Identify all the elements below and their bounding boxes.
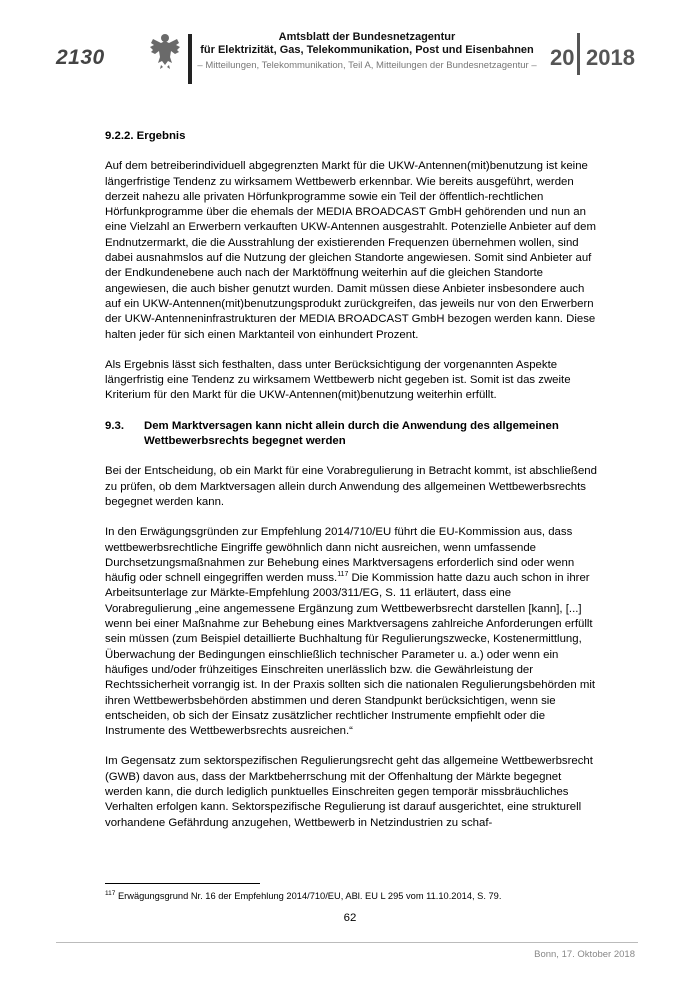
section-title: Dem Marktversagen kann nicht allein durch die Anwendung des allgemeinen Wettbewerbsrechts begegnet werden (144, 419, 559, 448)
issue-year: 2018 (586, 45, 635, 70)
federal-eagle-icon (150, 31, 180, 69)
footnote-divider (105, 883, 260, 884)
section-heading-9-2-2: 9.2.2. Ergebnis (105, 130, 186, 142)
paragraph-text: In den Erwägungsgründen zur Empfehlung 2014/710/EU führt die EU-Kommission aus, dass wettbewerbsrechtliche Eingriffe gewöhnlich dann nicht ausreichen, wenn umfassende Durchsetzungsmaßnahmen zur Behebung eines Marktversagens erforderlich sind oder wenn häufig oder schnell eingegriffen werden muss. (105, 526, 575, 585)
header-page-number: 2130 (56, 46, 105, 69)
header-subtitle: – Mitteilungen, Telekommunikation, Teil A, Mitteilungen der Bundesnetzagentur – (197, 60, 537, 71)
header-title-line2: für Elektrizität, Gas, Telekommunikation, Post und Eisenbahnen (200, 44, 534, 56)
issue-number: 20 (550, 45, 575, 70)
main-content (105, 129, 597, 846)
footnote-number: 117 (105, 890, 116, 897)
issue-divider-bar (577, 33, 580, 75)
page-number: 62 (343, 912, 357, 924)
footer-date: Bonn, 17. Oktober 2018 (534, 949, 635, 960)
paragraph: Als Ergebnis lässt sich festhalten, dass unter Berücksichtigung der vorgenannten Aspekte längerfristig eine Tendenz zu wirksamem Wettbewerb nicht gegeben ist. Somit ist das zweite Kriterium für den Markt für die UKW-Antennen(mit)benutzung weiterhin erfüllt. (105, 358, 571, 402)
header-title-line1: Amtsblatt der Bundesnetzagentur (278, 31, 456, 43)
footnote-reference[interactable]: 117 (337, 571, 349, 579)
paragraph-text: Die Kommission hatte dazu auch schon in ihrer Arbeitsunterlage zur Märkte-Empfehlung 2003/311/EG, S. 11 erläutert, dass eine Vorabregulierung „eine angemessene Ergänzung zum Wettbewerbsrecht darstellen [kann], [...] wenn bei einer Maßnahme zur Behebung eines Marktversagens zahlreiche Anforderungen erfüllt sein müssen (zum Beispiel detaillierte Buchhaltung für Regulierungszwecke, Kostenermittlung, Überwachung der Bedingungen einschließlich technischer Parameter u. a.) oder wenn ein häufiges und/oder frühzeitiges Einschreiten unerlässlich bzw. die Gewährleistung der Rechtssicherheit vorrangig ist. In der Praxis sollten sich die nationalen Regulierungsbehörden mit ihren Wettbewerbsbehörden abstimmen und deren Standpunkt berücksichtigen, wenn sie entscheiden, ob sich der Einsatz zusätzlicher rechtlicher Instrumente empfiehlt oder die Instrumente des Wettbewerbsrechts ausreichen.“ (105, 572, 596, 738)
footnote-text: Erwägungsgrund Nr. 16 der Empfehlung 2014/710/EU, ABl. EU L 295 vom 11.10.2014, S. 79. (115, 891, 502, 902)
footer-divider (56, 942, 638, 943)
header-divider-bar (188, 34, 192, 84)
paragraph: Auf dem betreiberindividuell abgegrenzten Markt für die UKW-Antennen(mit)benutzung ist keine längerfristige Tendenz zu wirksamem Wettbewerb erkennbar. Wie bereits ausgeführt, werden derzeit nahezu alle privaten Hörfunkprogramme sowie ein Teil der öffentlich-rechtlichen Hörfunkprogramme über die ehemals der MEDIA BROADCAST GmbH gehörenden und nun an eine Vielzahl an Erwerbern verkauften UKW-Antennen ausgestrahlt. Potenzielle Anbieter auf dem Endnutzermarkt, die die Ausstrahlung der existierenden Frequenzen übernehmen wollen, sind dabei ausnahmslos auf die Nutzung der gleichen Standorte angewiesen. Somit sind Anbieter auf der Endkundenebene auch nach der Marktöffnung weiterhin auf die gleichen Standorte angewiesen, die auch bisher genutzt wurden. Damit müssen diese Anbieter insbesondere auch auf ein UKW-Antennen(mit)benutzungsprodukt zurückgreifen, das jeweils nur von den Erwerbern der UKW-Antenneninfrastrukturen der MEDIA BROADCAST GmbH bezogen werden kann. Diese halten jeder für sich einen Marktanteil von einhundert Prozent. (105, 160, 596, 341)
section-number: 9.3. (105, 419, 124, 432)
footnote (105, 888, 605, 902)
paragraph: Im Gegensatz zum sektorspezifischen Regulierungsrecht geht das allgemeine Wettbewerbsrecht (GWB) davon aus, dass der Marktbeherrschung mit der Offenhaltung der Märkte begegnet werden kann, die durch lediglich punktuelles Einschreiten gegen temporär missbräuchliches Verhalten erfolgen kann. Sektorspezifische Regulierung ist darauf ausgerichtet, eine strukturell vorhandene Gefährdung anzugehen, Wettbewerb in Netzindustrien zu schaf- (105, 755, 593, 829)
header-title (200, 31, 534, 57)
section-heading-9-3 (105, 419, 597, 450)
paragraph (105, 525, 597, 739)
paragraph: Bei der Entscheidung, ob ein Markt für eine Vorabregulierung in Betracht kommt, ist abschließend zu prüfen, ob dem Marktversagen allein durch Anwendung des allgemeinen Wettbewerbsrechts begegnet werden kann. (105, 465, 597, 508)
